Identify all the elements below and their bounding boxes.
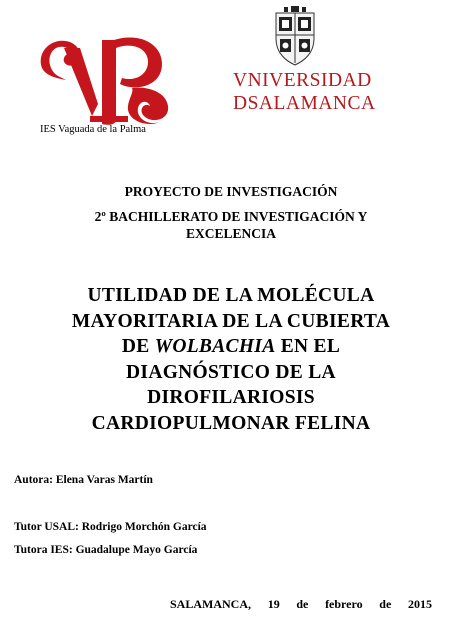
ies-vaguada-logo — [36, 30, 176, 128]
date-month: febrero — [325, 597, 363, 611]
project-type-heading: PROYECTO DE INVESTIGACIÓN — [124, 184, 338, 199]
author-line: Autora: Elena Varas Martín — [14, 474, 153, 486]
program-line-1: 2º BACHILLERATO DE INVESTIGACIÓN Y — [94, 209, 368, 224]
title-line-3 — [0, 334, 462, 360]
university-seal-icon — [262, 5, 328, 67]
date-line — [170, 597, 432, 612]
title-line-5: DIROFILARIOSIS — [147, 387, 315, 408]
title-species-italic: WOLBACHIA — [154, 336, 276, 357]
title-line-3-post: EN EL — [275, 336, 341, 357]
program-heading — [0, 209, 462, 242]
date-de-2: de — [379, 597, 392, 611]
title-line-1: UTILIDAD DE LA MOLÉCULA — [87, 285, 375, 306]
university-name-line2: DSALAMANCA — [233, 93, 376, 114]
date-day: 19 — [267, 597, 280, 611]
tutor-ies-line: Tutora IES: Guadalupe Mayo García — [14, 544, 198, 556]
document-title — [0, 283, 462, 436]
university-name-line1: VNIVERSIDAD — [233, 70, 372, 91]
title-line-4: DIAGNÓSTICO DE LA — [126, 361, 336, 383]
program-line-2: EXCELENCIA — [185, 225, 277, 241]
tutor-usal-line: Tutor USAL: Rodrigo Morchón García — [14, 521, 207, 533]
title-line-3-pre: DE — [121, 336, 155, 357]
title-line-2: MAYORITARIA DE LA CUBIERTA — [71, 310, 391, 332]
title-line-6: CARDIOPULMONAR FELINA — [91, 412, 371, 434]
school-caption: IES Vaguada de la Palma — [40, 124, 146, 135]
date-de-1: de — [296, 597, 309, 611]
date-year: 2015 — [407, 597, 432, 611]
date-city: SALAMANCA, — [170, 597, 251, 611]
